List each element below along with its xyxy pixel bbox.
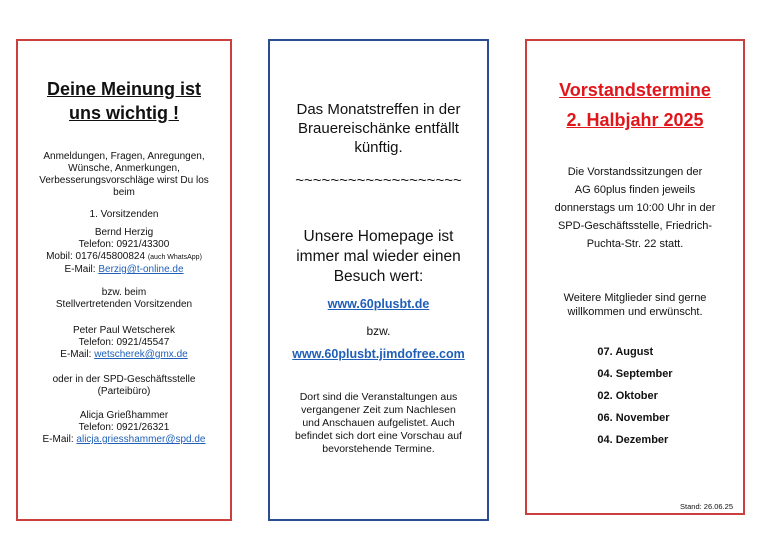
board-dates-panel xyxy=(525,39,745,515)
contact-name: Alicja Grießhammer xyxy=(79,410,169,421)
chairs-label: 1. Vorsitzenden xyxy=(89,209,159,220)
meeting-line: Brauereischänke entfällt xyxy=(298,120,459,137)
link-separator: bzw. xyxy=(366,324,391,338)
contact-title-line: uns wichtig ! xyxy=(69,103,179,123)
contact-phone: Telefon: 0921/45547 xyxy=(78,337,170,348)
info-line: Dort sind die Veranstaltungen aus xyxy=(299,391,458,403)
homepage-line: immer mal wieder einen xyxy=(296,248,461,265)
homepage-line: Besuch wert: xyxy=(333,268,424,285)
contact-name: Bernd Herzig xyxy=(94,227,154,238)
homepage-info xyxy=(270,391,487,456)
date-item: 04. Dezember xyxy=(597,434,669,446)
board-info xyxy=(527,163,743,253)
deputy-line: Stellvertretenden Vorsitzenden xyxy=(55,299,193,310)
intro-line: beim xyxy=(113,187,135,198)
homepage-text xyxy=(270,227,487,287)
homepage-line: Unsere Homepage ist xyxy=(303,228,454,245)
date-item: 04. September xyxy=(597,368,673,380)
mobile-number: Mobil: 0176/45800824 xyxy=(46,251,146,262)
office-line: (Parteibüro) xyxy=(97,386,151,397)
date-list xyxy=(527,341,743,451)
meeting-line: künftig. xyxy=(354,139,403,156)
contact-title xyxy=(18,77,230,125)
info-line: vergangener Zeit zum Nachlesen xyxy=(301,404,456,416)
intro-line: Verbesserungsvorschläge wirst Du los xyxy=(39,175,209,186)
deputy-line: bzw. beim xyxy=(101,287,147,298)
date-item: 06. November xyxy=(597,412,670,424)
deputy-label xyxy=(18,287,230,311)
contact-block-deputy xyxy=(18,325,230,361)
intro-line: Wünsche, Anmerkungen, xyxy=(68,163,180,174)
board-info-line: AG 60plus finden jeweils xyxy=(574,184,696,196)
board-info-line: donnerstags um 10:00 Uhr in der xyxy=(554,202,716,214)
contact-phone: Telefon: 0921/26321 xyxy=(78,422,170,433)
contact-title-line: Deine Meinung ist xyxy=(46,79,201,99)
email-link[interactable]: wetscherek@gmx.de xyxy=(94,349,188,360)
info-line: bevorstehende Termine. xyxy=(322,443,435,455)
email-label: E-Mail: xyxy=(60,349,92,360)
separator: ~~~~~~~~~~~~~~~~~~~ xyxy=(295,172,462,189)
mobile-note: (auch WhatsApp) xyxy=(147,254,202,261)
homepage-link-secondary[interactable]: www.60plusbt.jimdofree.com xyxy=(292,347,465,361)
contact-block-chair xyxy=(18,227,230,276)
intro-text xyxy=(18,151,230,199)
revision-stamp: Stand: 26.06.25 xyxy=(680,502,733,511)
contact-panel xyxy=(16,39,232,521)
news-panel xyxy=(268,39,489,521)
welcome-line: Weitere Mitglieder sind gerne xyxy=(563,292,707,304)
contact-email-row xyxy=(18,264,230,276)
board-info-line: Puchta-Str. 22 statt. xyxy=(586,238,684,250)
welcome-line: willkommen und erwünscht. xyxy=(567,306,703,318)
meeting-line: Das Monatstreffen in der xyxy=(296,101,461,118)
info-line: befindet sich dort eine Vorschau auf xyxy=(295,430,462,442)
board-title xyxy=(527,75,743,135)
info-line: und Anschauen aufgelistet. Auch xyxy=(302,417,455,429)
contact-name: Peter Paul Wetscherek xyxy=(72,325,176,336)
email-link[interactable]: Berzig@t-online.de xyxy=(98,264,184,275)
welcome-text xyxy=(527,291,743,319)
contact-mobile xyxy=(18,251,230,264)
office-label xyxy=(18,374,230,398)
meeting-notice xyxy=(270,100,487,157)
board-info-line: SPD-Geschäftsstelle, Friedrich- xyxy=(557,220,713,232)
homepage-link-primary[interactable]: www.60plusbt.de xyxy=(327,297,430,311)
contact-email-row xyxy=(18,434,230,446)
contact-phone: Telefon: 0921/43300 xyxy=(78,239,170,250)
homepage-link-alt xyxy=(270,347,487,361)
office-line: oder in der SPD-Geschäftsstelle xyxy=(52,374,196,385)
contact-block-office xyxy=(18,410,230,446)
intro-line: Anmeldungen, Fragen, Anregungen, xyxy=(43,151,205,162)
board-title-line: 2. Halbjahr 2025 xyxy=(566,110,704,130)
date-item: 02. Oktober xyxy=(597,390,658,402)
homepage-link xyxy=(270,297,487,311)
email-label: E-Mail: xyxy=(64,264,96,275)
board-title-line: Vorstandstermine xyxy=(559,80,711,100)
date-item: 07. August xyxy=(597,346,654,358)
board-info-line: Die Vorstandssitzungen der xyxy=(567,166,703,178)
contact-email-row xyxy=(18,349,230,361)
email-link[interactable]: alicja.griesshammer@spd.de xyxy=(76,434,206,445)
email-label: E-Mail: xyxy=(42,434,74,445)
